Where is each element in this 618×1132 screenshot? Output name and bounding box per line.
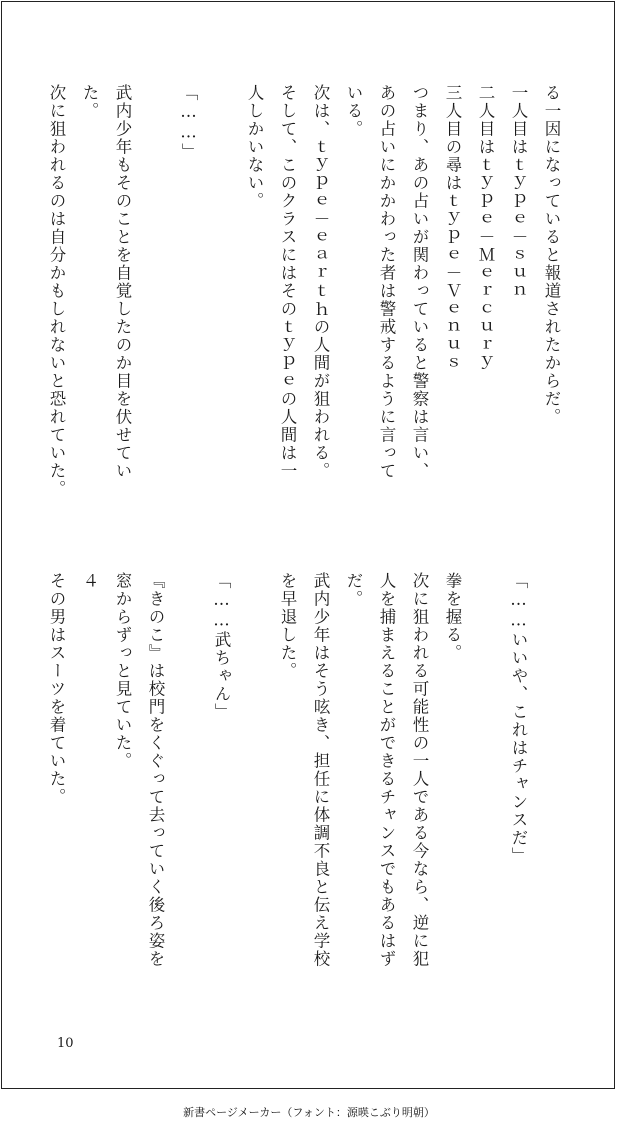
text-line: だ。 [344,572,363,608]
text-line: つまり、あの占いが関わっていると警察は言い、 [410,84,429,480]
text-line: いる。 [344,84,363,138]
footer-caption: 新書ページメーカー（フォント：源暎こぶり明朝） [183,1106,435,1119]
text-line: 窓からずっと見ていた。 [113,572,132,770]
blank-line [172,572,205,1042]
blank-line [238,572,271,1042]
blank-line [469,572,502,1042]
lower-text-block [40,572,568,1042]
upper-text-block [40,84,568,554]
blank-line [535,572,568,1042]
text-line: 人しかいない。 [245,84,264,210]
text-line: 『きのこ』は校門をくぐって去っていく後ろ姿を [146,572,165,968]
text-line: 次に狙われる可能性の一人である今なら、逆に犯 [410,572,429,968]
text-line: 人を捕まえることができるチャンスでもあるはず [377,572,396,968]
text-line: そして、このクラスにはそのｔｙｐｅの人間は一 [278,84,297,480]
text-line: 武内少年もそのことを自覚したのか目を伏せてい [113,84,132,480]
text-line: 次に狙われるのは自分かもしれないと恐れていた。 [47,84,66,498]
text-line: る一因になっていると報道されたからだ。 [542,84,561,426]
text-line: 次は、ｔｙｐｅ－ｅａｒｔｈの人間が狙われる。 [311,84,330,480]
text-line: を早退した。 [278,572,297,680]
text-line: 二人目はｔｙｐｅ－Ｍｅｒｃｕｒｙ [476,84,495,372]
text-line: 三人目の尋はｔｙｐｅ－Ｖｅｎｕｓ [443,84,462,372]
text-line: 「……」 [179,84,198,161]
text-line: 「……いいや、これはチャンスだ」 [509,572,528,865]
text-line: た。 [80,84,99,120]
section-number: ４ [80,572,99,590]
text-line: 拳を握る。 [443,572,462,662]
book-page [1,1,615,1089]
blank-line [139,84,172,554]
text-line: 一人目はｔｙｐｅ－ｓｕｎ [509,84,528,300]
blank-line [205,84,238,554]
page-number: 10 [57,1036,74,1051]
text-line: 武内少年はそう呟き、担任に体調不良と伝え学校 [311,572,330,968]
text-line: あの占いにかかわった者は警戒するように言って [377,84,396,480]
text-line: その男はスーツを着ていた。 [47,572,66,806]
text-line: 「……武ちゃん」 [212,572,231,721]
